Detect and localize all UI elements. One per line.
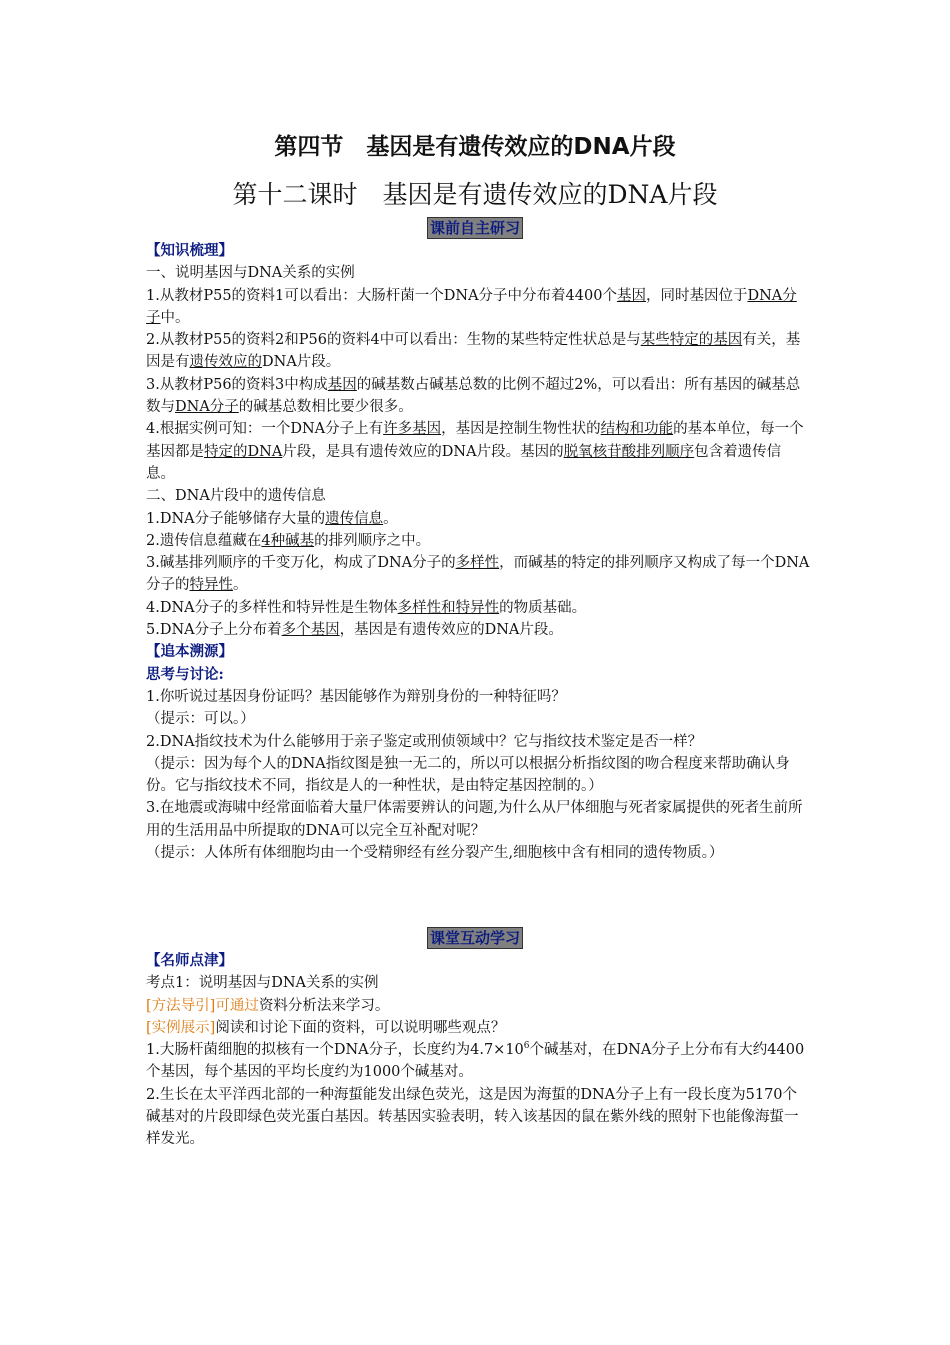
knowledge-item-3: 3.从教材P56的资料3中构成基因的碱基数占碱基总数的比例不超过2%，可以看出：所有基因的碱基总数与DNA分子的碱基总数相比要少很多。 bbox=[146, 376, 801, 416]
question-1: 1.你听说过基因身份证吗？基因能够作为辩别身份的一种特征吗？ bbox=[146, 688, 566, 705]
trace-heading: 【追本溯源】 bbox=[146, 643, 233, 661]
dna-info-item-4: 4.DNA分子的多样性和特异性是生物体多样性和特异性的物质基础。 bbox=[146, 599, 587, 616]
banner-class-study bbox=[0, 927, 950, 948]
part2-title: 二、DNA片段中的遗传信息 bbox=[146, 488, 326, 505]
key-point-1: 考点1：说明基因与DNA关系的实例 bbox=[146, 975, 379, 992]
dna-info-item-5: 5.DNA分子上分布着多个基因，基因是有遗传效应的DNA片段。 bbox=[146, 622, 563, 639]
lesson-title: 第十二课时 基因是有遗传效应的DNA片段 bbox=[232, 180, 718, 209]
dna-info-item-3: 3.碱基排列顺序的千变万化，构成了DNA分子的多样性，而碱基的特定的排列顺序又构成了每一个DNA分子的特异性。 bbox=[146, 555, 810, 594]
part1-title: 一、说明基因与DNA关系的实例 bbox=[146, 265, 355, 282]
knowledge-heading: 【知识梳理】 bbox=[146, 242, 233, 259]
dna-info-item-2: 2.遗传信息蕴藏在4种碱基的排列顺序之中。 bbox=[146, 532, 431, 549]
example-item-2: 2.生长在太平洋西北部的一种海蜇能发出绿色荧光，这是因为海蜇的DNA分子上有一段长度为5170个碱基对的片段即绿色荧光蛋白基因。转基因实验表明，转入该基因的鼠在紫外线的照射下也能像海蜇一样发光。 bbox=[146, 1086, 799, 1148]
example-item-1: 1.大肠杆菌细胞的拟核有一个DNA分子，长度约为$4.7\times 10^6$个碱基对，在DNA分子上分布有大约4400个基因，每个基因的平均长度约为1000个碱基对。 bbox=[146, 1041, 805, 1081]
teacher-section bbox=[146, 950, 810, 1151]
hint-2: （提示：因为每个人的DNA指纹图是独一无二的，所以可以根据分析指纹图的吻合程度来帮助确认身份。它与指纹技术不同，指纹是人的一种性状，是由特定基因控制的。） bbox=[146, 755, 790, 795]
dna-info-item-1: 1.DNA分子能够储存大量的遗传信息。 bbox=[146, 510, 398, 527]
question-3: 3.在地震或海啸中经常面临着大量尸体需要辨认的问题,为什么从尸体细胞与死者家属提供的死者生前所用的生活用品中所提取的DNA可以完全互补配对呢？ bbox=[146, 800, 803, 839]
hint-1: （提示：可以。） bbox=[146, 711, 255, 728]
teacher-heading: 【名师点津】 bbox=[146, 952, 233, 969]
knowledge-item-1: 1.从教材P55的资料1可以看出：大肠杆菌一个DNA分子中分布着4400个基因，同时基因位于DNA分子中。 bbox=[146, 287, 797, 326]
question-2: 2.DNA指纹技术为什么能够用于亲子鉴定或刑侦领域中？它与指纹技术鉴定是否一样？ bbox=[146, 733, 703, 750]
banner-pre-study bbox=[0, 217, 950, 238]
knowledge-item-4: 4.根据实例可知：一个DNA分子上有许多基因，基因是控制生物性状的结构和功能的基本单位，每一个基因都是特定的DNA片段，是具有遗传效应的DNA片段。基因的脱氧核苷酸排列顺序包含着遗传信息。 bbox=[146, 421, 804, 482]
knowledge-section bbox=[146, 240, 810, 864]
example-show: [实例展示]阅读和讨论下面的资料，可以说明哪些观点？ bbox=[146, 1019, 506, 1036]
banner-class-study-label: 课堂互动学习 bbox=[427, 927, 523, 949]
method-guide: [方法导引]可通过资料分析法来学习。 bbox=[146, 997, 390, 1014]
hint-3: （提示：人体所有体细胞均由一个受精卵经有丝分裂产生,细胞核中含有相同的遗传物质。） bbox=[146, 845, 724, 862]
discussion-subheading: 思考与讨论: bbox=[146, 665, 224, 683]
section-title: 第四节 基因是有遗传效应的DNA片段 bbox=[274, 134, 676, 160]
knowledge-item-2: 2.从教材P55的资料2和P56的资料4中可以看出：生物的某些特定性状总是与某些特定的基因有关，基因是有遗传效应的DNA片段。 bbox=[146, 332, 801, 371]
banner-pre-study-label: 课前自主研习 bbox=[427, 217, 523, 239]
